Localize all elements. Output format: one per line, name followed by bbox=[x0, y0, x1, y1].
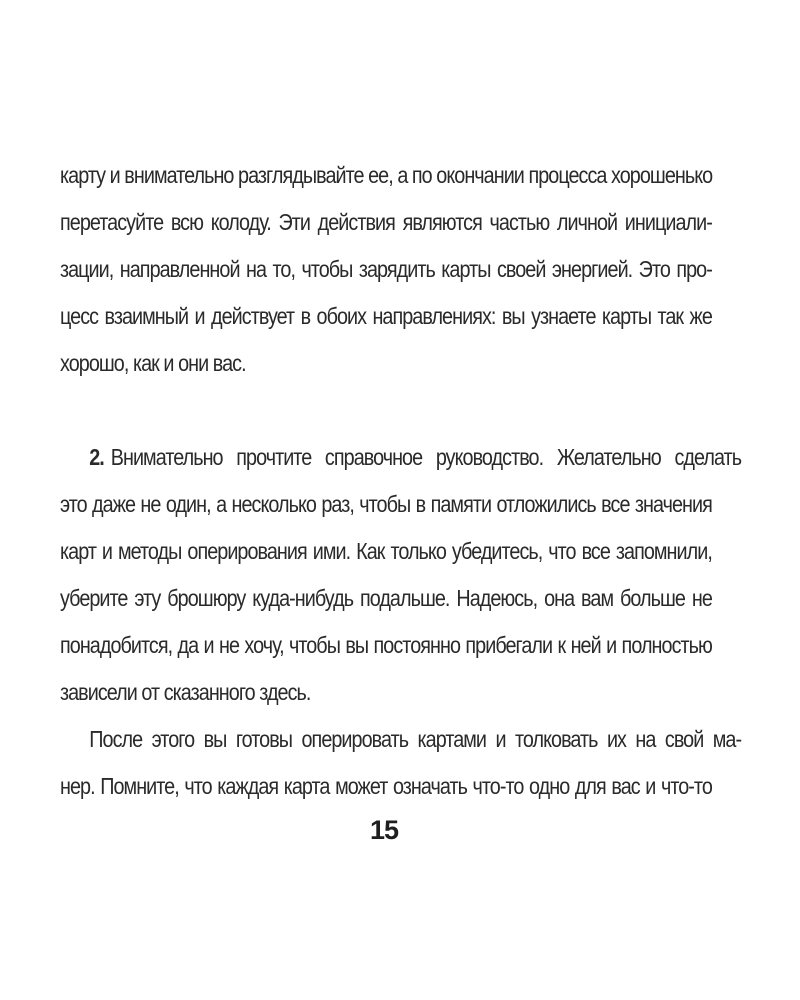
paragraph-1-line-1: карту и внимательно разглядывайте ее, а по окончании процесса хорошенько bbox=[60, 162, 713, 188]
paragraph-2-line-5: понадобится, да и не хочу, чтобы вы постоянно прибегали к ней и полностью bbox=[60, 632, 712, 658]
paragraph-1-line-2: перетасуйте всю колоду. Эти действия являются частью личной инициали- bbox=[60, 209, 712, 235]
paragraph-1-line-5: хорошо, как и они вас. bbox=[60, 350, 246, 376]
page-number: 15 bbox=[369, 815, 399, 845]
paragraph-2-line-2: это даже не один, а несколько раз, чтобы в памяти отложились все значения bbox=[60, 491, 712, 517]
paragraph-3-line-1: После этого вы готовы оперировать картами и толковать их на свой ма- bbox=[89, 726, 742, 752]
paragraph-2-line-1 bbox=[60, 434, 741, 481]
paragraph-1-line-4: цесс взаимный и действует в обоих направлениях: вы узнаете карты так же bbox=[60, 303, 712, 329]
paragraph-2-line-1-text: Внимательно прочтите справочное руководство. Желательно сделать bbox=[110, 444, 742, 470]
paragraph-spacer bbox=[60, 387, 621, 434]
paragraph-3-line-2: нер. Помните, что каждая карта может означать что-то одно для вас и что-то bbox=[60, 773, 712, 799]
paragraph-2-line-6: зависели от сказанного здесь. bbox=[60, 679, 311, 705]
paragraph-1-line-3: зации, направленной на то, чтобы зарядить карты своей энергией. Это про- bbox=[60, 256, 712, 282]
paragraph-2-line-4: уберите эту брошюру куда-нибудь подальше. Надеюсь, она вам больше не bbox=[60, 585, 712, 611]
paragraph-2-line-3: карт и методы оперирования ими. Как только убедитесь, что все запомнили, bbox=[60, 538, 712, 564]
list-number: 2. bbox=[89, 444, 104, 470]
body-text bbox=[60, 152, 742, 810]
